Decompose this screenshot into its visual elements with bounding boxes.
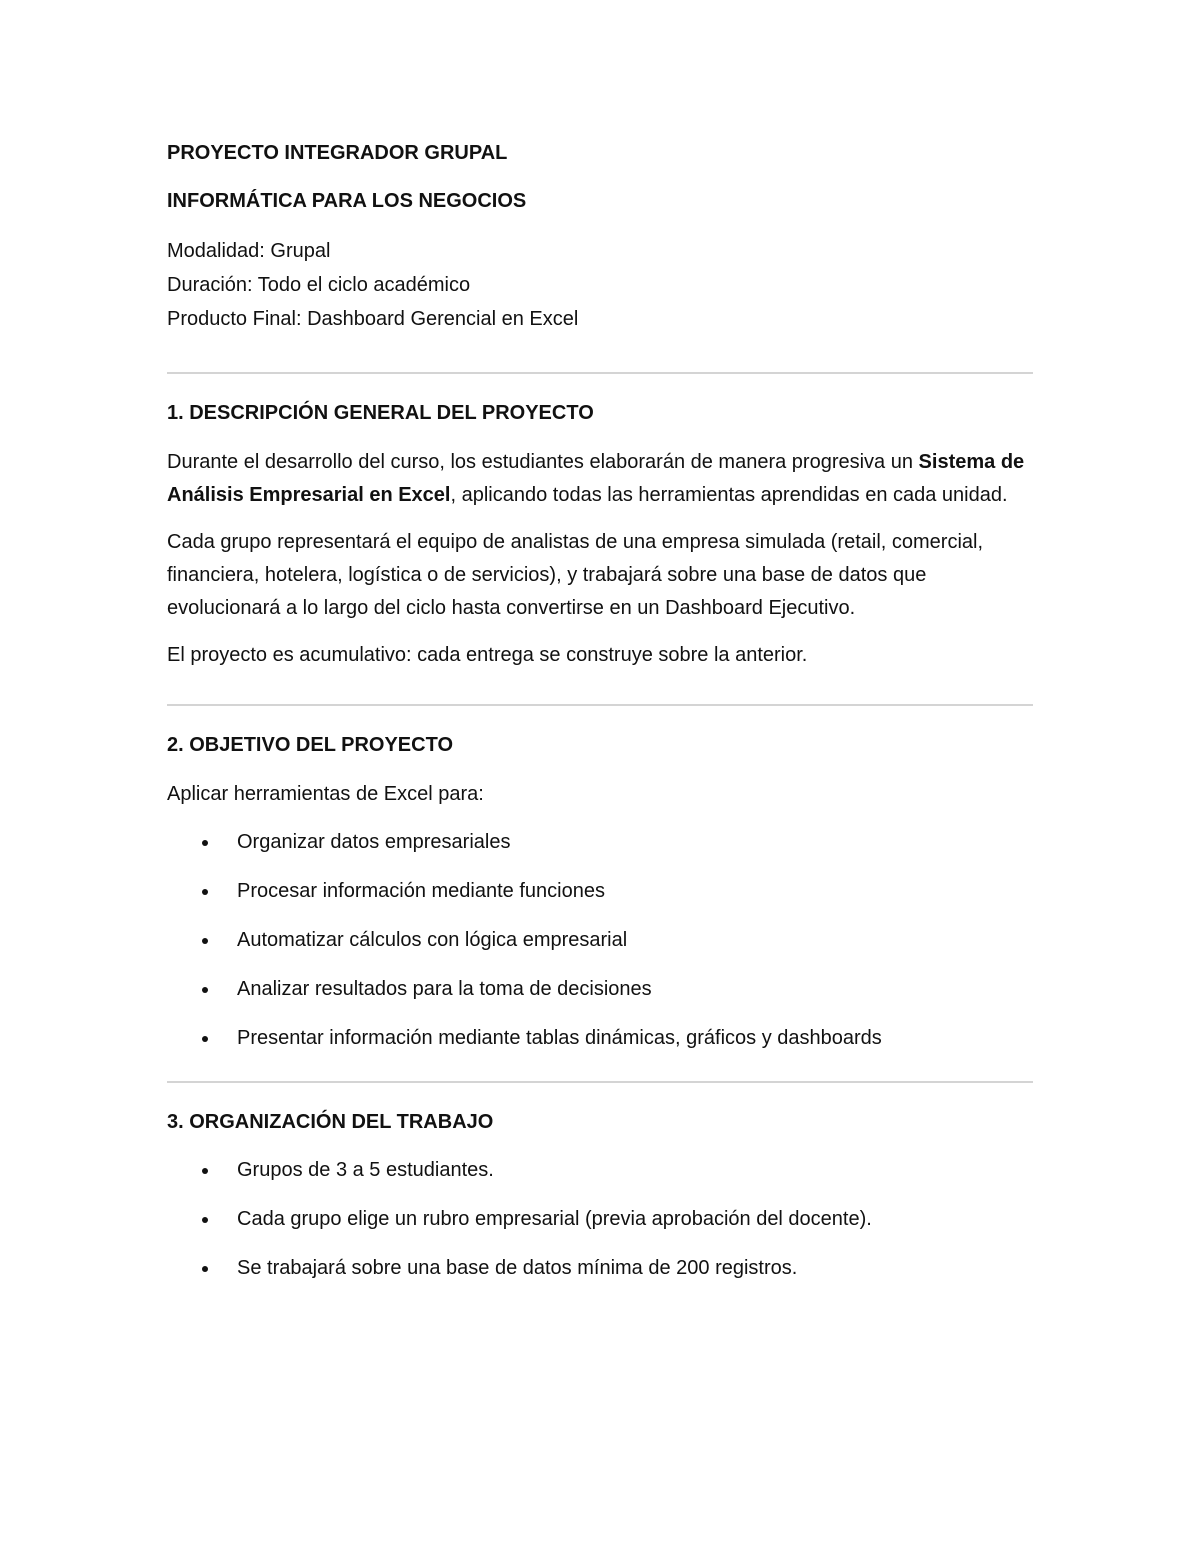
meta-producto: Producto Final: Dashboard Gerencial en Excel: [167, 308, 579, 330]
paragraph-bold-text: Sistema de Análisis Empresarial en Excel: [167, 451, 1025, 506]
section-descripcion: [167, 398, 1033, 672]
meta-modalidad: Modalidad: Grupal: [167, 240, 331, 262]
list-item: [167, 1023, 1033, 1053]
document-meta: [167, 234, 1033, 336]
paragraph: Aplicar herramientas de Excel para:: [167, 783, 484, 805]
bullet-icon: [202, 840, 208, 846]
meta-duracion: Duración: Todo el ciclo académico: [167, 274, 471, 296]
list-item-text: Automatizar cálculos con lógica empresarial: [237, 929, 628, 951]
paragraph: Cada grupo representará el equipo de analistas de una empresa simulada (retail, comercial, financiera, hotelera, logística o de servicios), y trabajará sobre una base de datos que evolucionará a lo largo del ciclo hasta convertirse en un Dashboard Ejecutivo.: [167, 531, 984, 619]
list-item: [167, 1204, 1033, 1234]
bullet-icon: [202, 1266, 208, 1272]
section-divider: [167, 372, 1033, 374]
paragraph: [167, 446, 1033, 512]
section-divider: [167, 1081, 1033, 1083]
document-subtitle: INFORMÁTICA PARA LOS NEGOCIOS: [167, 190, 527, 212]
paragraph-text: , aplicando todas las herramientas aprendidas en cada unidad.: [450, 484, 1008, 506]
section-heading: 1. DESCRIPCIÓN GENERAL DEL PROYECTO: [167, 402, 594, 424]
document-content: [167, 138, 1033, 1302]
bullet-icon: [202, 1217, 208, 1223]
list-item: [167, 925, 1033, 955]
section-objetivo: [167, 730, 1033, 1053]
list-item-text: Cada grupo elige un rubro empresarial (previa aprobación del docente).: [237, 1208, 872, 1230]
section-heading: 2. OBJETIVO DEL PROYECTO: [167, 734, 453, 756]
bullet-icon: [202, 889, 208, 895]
list-item-text: Grupos de 3 a 5 estudiantes.: [237, 1159, 494, 1181]
paragraph-text: Durante el desarrollo del curso, los estudiantes elaborarán de manera progresiva un: [167, 451, 919, 473]
bullet-list: [167, 827, 1033, 1053]
section-organizacion: [167, 1107, 1033, 1283]
list-item: [167, 827, 1033, 857]
bullet-icon: [202, 1036, 208, 1042]
section-heading: 3. ORGANIZACIÓN DEL TRABAJO: [167, 1111, 494, 1133]
list-item-text: Organizar datos empresariales: [237, 831, 511, 853]
document-title: PROYECTO INTEGRADOR GRUPAL: [167, 142, 508, 164]
paragraph: El proyecto es acumulativo: cada entrega se construye sobre la anterior.: [167, 644, 808, 666]
list-item: [167, 974, 1033, 1004]
list-item-text: Procesar información mediante funciones: [237, 880, 605, 902]
list-item-text: Presentar información mediante tablas dinámicas, gráficos y dashboards: [237, 1027, 882, 1049]
bullet-list: [167, 1155, 1033, 1283]
list-item-text: Analizar resultados para la toma de decisiones: [237, 978, 652, 1000]
list-item-text: Se trabajará sobre una base de datos mínima de 200 registros.: [237, 1257, 798, 1279]
bullet-icon: [202, 938, 208, 944]
list-item: [167, 1253, 1033, 1283]
list-item: [167, 1155, 1033, 1185]
bullet-icon: [202, 1168, 208, 1174]
list-item: [167, 876, 1033, 906]
bullet-icon: [202, 987, 208, 993]
section-divider: [167, 704, 1033, 706]
